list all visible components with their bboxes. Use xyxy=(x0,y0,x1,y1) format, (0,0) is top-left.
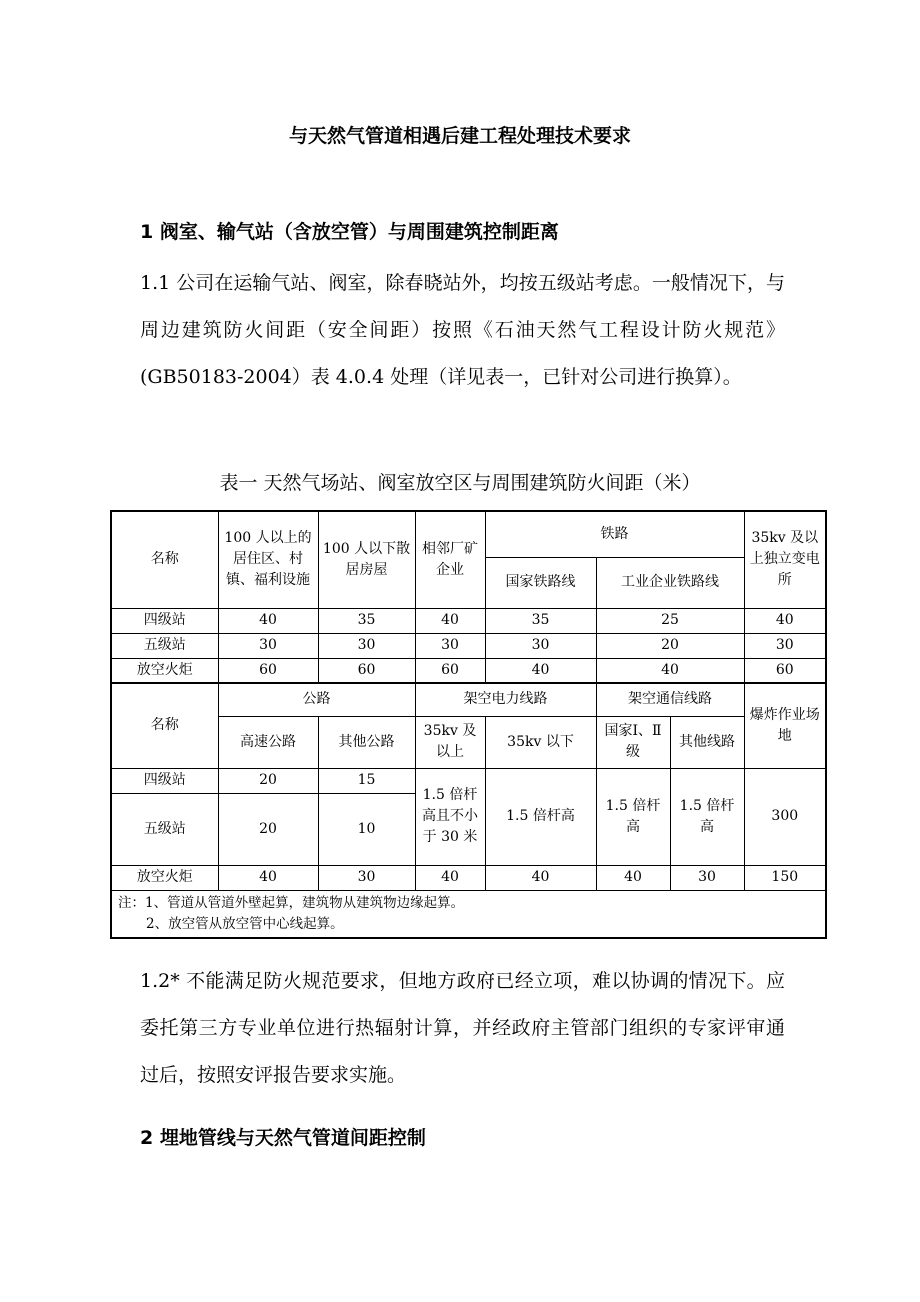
cell-value: 20 xyxy=(596,633,744,658)
note-line-1: 注：1、管道从管道外壁起算，建筑物从建筑物边缘起算。 xyxy=(118,894,465,911)
row-name: 四级站 xyxy=(111,608,218,633)
table-row xyxy=(111,768,826,793)
header-industrial-railway: 工业企业铁路线 xyxy=(596,557,744,608)
table-row xyxy=(111,865,826,890)
row-name: 五级站 xyxy=(111,793,218,865)
cell-value: 40 xyxy=(596,658,744,683)
header-name-2: 名称 xyxy=(111,683,218,768)
cell-value: 40 xyxy=(415,608,485,633)
header-road: 公路 xyxy=(218,683,415,716)
cell-value: 40 xyxy=(485,658,596,683)
table-row xyxy=(111,608,826,633)
cell-value: 20 xyxy=(218,793,318,865)
cell-value: 30 xyxy=(318,633,415,658)
cell-value: 30 xyxy=(670,865,744,890)
cell-value: 30 xyxy=(485,633,596,658)
cell-value: 35 xyxy=(318,608,415,633)
cell-value: 30 xyxy=(415,633,485,658)
header-comm-line: 架空通信线路 xyxy=(596,683,744,716)
table-row xyxy=(111,633,826,658)
table-row xyxy=(111,658,826,683)
cell-value: 40 xyxy=(596,865,670,890)
cell-value: 150 xyxy=(744,865,826,890)
header-railway: 铁路 xyxy=(485,511,744,557)
header-power-line: 架空电力线路 xyxy=(415,683,596,716)
fire-spacing-table xyxy=(110,510,827,939)
row-name: 四级站 xyxy=(111,768,218,793)
row-name: 放空火炬 xyxy=(111,865,218,890)
cell-value: 60 xyxy=(318,658,415,683)
row-name: 五级站 xyxy=(111,633,218,658)
header-other-road: 其他公路 xyxy=(318,716,415,768)
cell-value: 40 xyxy=(218,608,318,633)
cell-value: 25 xyxy=(596,608,744,633)
header-highway: 高速公路 xyxy=(218,716,318,768)
cell-value: 60 xyxy=(744,658,826,683)
cell-value: 15 xyxy=(318,768,415,793)
cell-value: 40 xyxy=(744,608,826,633)
note-line-2: 2、放空管从放空管中心线起算。 xyxy=(146,915,344,932)
header-national-railway: 国家铁路线 xyxy=(485,557,596,608)
cell-value: 40 xyxy=(415,865,485,890)
cell-merged-national-comm: 1.5 倍杆高 xyxy=(596,768,670,865)
cell-value: 30 xyxy=(318,865,415,890)
header-blasting-site: 爆炸作业场地 xyxy=(744,683,826,768)
header-scattered-houses: 100 人以下散居房屋 xyxy=(318,511,415,608)
header-name: 名称 xyxy=(111,511,218,608)
table-caption: 表一 天然气场站、阀室放空区与周围建筑防火间距（米） xyxy=(219,472,701,494)
header-35kv-above: 35kv 及以上 xyxy=(415,716,485,768)
cell-value: 30 xyxy=(218,633,318,658)
cell-value: 40 xyxy=(218,865,318,890)
cell-value: 60 xyxy=(415,658,485,683)
cell-value: 30 xyxy=(744,633,826,658)
section-1-heading: 1 阀室、输气站（含放空管）与周围建筑控制距离 xyxy=(140,221,559,243)
cell-value: 20 xyxy=(218,768,318,793)
paragraph-1-1: 1.1 公司在运输气站、阀室，除春晓站外，均按五级站考虑。一般情况下，与周边建筑防火间距（安全间距）按照《石油天然气工程设计防火规范》(GB50183-2004）表 4.0.4 处理（详见表一，已针对公司进行换算）。 xyxy=(140,272,785,388)
cell-merged-other-comm: 1.5 倍杆高 xyxy=(670,768,744,865)
cell-value: 35 xyxy=(485,608,596,633)
cell-value: 60 xyxy=(218,658,318,683)
cell-merged-power-below: 1.5 倍杆高 xyxy=(485,768,596,865)
table-notes xyxy=(111,890,826,938)
row-name: 放空火炬 xyxy=(111,658,218,683)
header-substation: 35kv 及以上独立变电所 xyxy=(744,511,826,608)
header-35kv-below: 35kv 以下 xyxy=(485,716,596,768)
cell-merged-power-above: 1.5 倍杆高且不小于 30 米 xyxy=(415,768,485,865)
paragraph-1-2: 1.2* 不能满足防火规范要求，但地方政府已经立项，难以协调的情况下。应委托第三方专业单位进行热辐射计算，并经政府主管部门组织的专家评审通过后，按照安评报告要求实施。 xyxy=(140,970,785,1086)
cell-value: 10 xyxy=(318,793,415,865)
cell-value: 40 xyxy=(485,865,596,890)
header-national-comm: 国家Ⅰ、Ⅱ级 xyxy=(596,716,670,768)
header-adjacent-factory: 相邻厂矿企业 xyxy=(415,511,485,608)
header-residential: 100 人以上的居住区、村镇、福利设施 xyxy=(218,511,318,608)
header-other-comm: 其他线路 xyxy=(670,716,744,768)
document-title: 与天然气管道相遇后建工程处理技术要求 xyxy=(288,125,631,147)
cell-merged-blast: 300 xyxy=(744,768,826,865)
section-2-heading: 2 埋地管线与天然气管道间距控制 xyxy=(140,1127,426,1149)
